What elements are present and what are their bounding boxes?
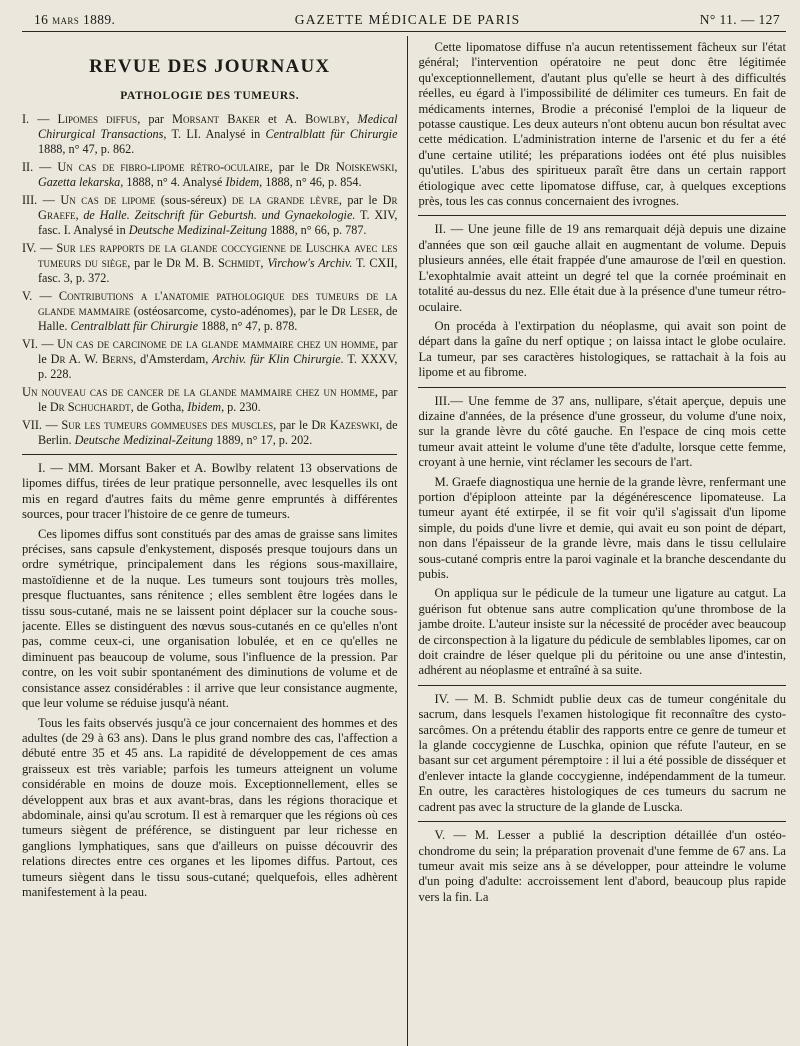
toc-author: r Noiskewski, bbox=[323, 160, 398, 174]
toc-source: Deutsche Medizinal-Zeitung bbox=[128, 223, 268, 237]
toc-reference: 1888, n° 47, p. 862. bbox=[38, 142, 135, 156]
toc-number: I. — bbox=[22, 112, 58, 126]
toc-journal: de Halle. Zeitschrift für Geburtsh. und Gynaekologie. bbox=[78, 208, 356, 222]
toc-reference: T. CXII, fasc. 3, p. 372. bbox=[38, 256, 398, 285]
article-body-4 bbox=[418, 692, 786, 815]
toc-text: par bbox=[140, 112, 173, 126]
running-head bbox=[22, 12, 786, 32]
toc-author: r Graefe, bbox=[38, 193, 398, 222]
toc-journal: Virchow's Archiv. bbox=[267, 256, 353, 270]
toc-title: Sur les rapports de la glande coccygienne de Luschka avec les tumeurs du siège, bbox=[38, 241, 398, 270]
toc-journal: Ibidem, bbox=[187, 400, 225, 414]
toc-journal: Centralblatt für Chirurgie bbox=[70, 319, 199, 333]
toc-journal: Gazetta lekarska, bbox=[38, 175, 124, 189]
toc-text: par le D bbox=[272, 160, 324, 174]
toc-text: (ostéosarcome, cysto-adénomes), par le D bbox=[130, 304, 341, 318]
toc-entry bbox=[22, 418, 397, 448]
toc-text: de Berlin. bbox=[38, 418, 398, 447]
divider bbox=[418, 685, 786, 686]
toc-journal: Deutsche Medizinal-Zeitung bbox=[74, 433, 213, 447]
toc-text: et bbox=[259, 112, 285, 126]
toc-text: d'Amsterdam, bbox=[136, 352, 213, 366]
toc-entry bbox=[22, 160, 397, 190]
toc-author: Morsant Baker bbox=[172, 112, 260, 126]
toc-source: Centralblatt für Chirurgie bbox=[265, 127, 398, 141]
toc-reference: 1888, n° 4. Analysé bbox=[123, 175, 226, 189]
toc-author: r M. B. Schmidt, bbox=[174, 256, 264, 270]
article-body-5 bbox=[418, 828, 786, 905]
toc-journal: Archiv. für Klin Chirurgie. bbox=[212, 352, 344, 366]
toc-reference: 1888, n° 66, p. 787. bbox=[267, 223, 367, 237]
paragraph: Ces lipomes diffus sont constitués par des amas de graisse sans limites précises, sans capsule d'enkystement, disposés presque toujours dans un ordre symétrique, principalement dans les régions sous-maxillaire, mastoïdienne et de la nuque. Les tumeurs sont toujours très molles, presque fluctuantes, sans rénitence ; elles semblent être logées dans le tissu sous-cutané, mais ne se laissent point déplacer sur la couche sous-jacente. Elles se distinguent des nœvus sous-cutanés en ce qu'elles n'ont pas, comme ceux-ci, une organisation lobulée, et en ce qu'elles ne diminuent pas beaucoup de volume, sous l'influence de la pression. Par contre, on les voit subir spontanément des diminutions de volume et de consistance assez considérables : il arrive que leur consistance augmente, que leur volume se réduise jusqu'à néant. bbox=[22, 526, 398, 711]
paragraph: V. — M. Lesser a publié la description détaillée d'un ostéo-chondrome du sein; la préparation provenait d'une femme de 67 ans. La tumeur avait mis seize ans à se développer, pour atteindre le volume d'un poing d'adulte: accroissement lent d'abord, beaucoup plus rapide vers la fin. La bbox=[418, 828, 787, 904]
toc-reference: T. XIV, fasc. I. Analysé in bbox=[38, 208, 398, 237]
toc-text: de Halle. bbox=[38, 304, 398, 333]
paragraph: M. Graefe diagnostiqua une hernie de la grande lèvre, renfermant une portion d'épiploon atteinte par la dégénérescence lipomateuse. La tumeur ayant été extirpée, il se fit voir qu'il s'agissait d'un lipome simple, du poids d'une livre et demie, qui avait eu son point de départ, non dans l'épaisseur de la grande lèvre, mais dans le tissu cellulaire sous-cutané compris entre la paroi vaginale et la branche descendante du pubis. bbox=[418, 474, 787, 581]
toc-entry bbox=[22, 337, 397, 382]
subsection-title: PATHOLOGIE DES TUMEURS. bbox=[120, 90, 300, 102]
toc-title: Sur les tumeurs gommeuses des muscles, bbox=[61, 418, 277, 432]
toc-title: Un cas de lipome bbox=[60, 193, 156, 207]
toc-entry bbox=[22, 289, 397, 334]
toc-entry bbox=[22, 241, 397, 286]
toc-title: Un cas de carcinome de la glande mammaire chez un homme, bbox=[57, 337, 379, 351]
article-body-1-continued bbox=[418, 40, 786, 209]
toc-author: A. Bowlby, bbox=[284, 112, 350, 126]
toc-author: r A. W. Berns, bbox=[59, 352, 137, 366]
toc-reference: 1888, n° 47, p. 878. bbox=[198, 319, 298, 333]
toc-journal: Medical Chirurgical Transactions, bbox=[38, 112, 398, 141]
divider bbox=[22, 454, 397, 455]
paragraph: Cette lipomatose diffuse n'a aucun retentissement fâcheux sur l'état général; l'intervention opératoire ne peut donc être légitimée qu'exceptionnellement, d'autant plus qu'elle se heurt à des difficultés réelles, eu égard à l'impossibilité de délimiter ces tumeurs. En fait de médicaments internes, Brodie a préconisé l'emploi de la liqueur de potasse caustique. Les deux auteurs n'ont obtenu aucun bon résultat avec cette médication. L'administration interne de l'arsenic et du fer a été d'une certaine utilité; les préparations iodées ont été plus nuisibles qu'utiles. L'abus des spiritueux paraît être dans un certain rapport étiologique avec cette lipomatose diffuse, car, à quelques exceptions près, tous les cas connus concernaient des ivrognes. bbox=[418, 40, 787, 209]
toc-text: par le D bbox=[130, 256, 175, 270]
toc-entry bbox=[22, 112, 397, 157]
toc-entry bbox=[22, 193, 397, 238]
article-body-2 bbox=[418, 222, 786, 380]
article-list bbox=[22, 112, 397, 448]
toc-author: r Leser, bbox=[340, 304, 383, 318]
toc-title: Contributions a l'anatomie pathologique des tumeurs de la glande mammaire bbox=[38, 289, 398, 318]
toc-number: VII. — bbox=[22, 418, 62, 432]
section-title: REVUE DES JOURNAUX bbox=[89, 56, 331, 77]
toc-title: Un nouveau cas de cancer de la glande mammaire chez un homme, bbox=[22, 385, 379, 399]
issue-number: N° 11. — 127 bbox=[699, 12, 780, 27]
toc-text: (sous-séreux) bbox=[155, 193, 232, 207]
toc-number: IV. — bbox=[22, 241, 57, 255]
toc-author: r Kazeswki, bbox=[320, 418, 383, 432]
toc-text: par le D bbox=[276, 418, 321, 432]
paragraph: III.— Une femme de 37 ans, nullipare, s'était aperçue, depuis une dizaine d'années, de la présence d'une grosseur, du volume d'une noix, sur la grande lèvre du côté gauche. En l'espace de cinq mois cette tumeur avait atteint le volume d'une tête d'adulte, lorsque cette femme, croyant à une hernie, vint réclamer les secours de l'art. bbox=[418, 393, 787, 470]
toc-title: Un cas de fibro-lipome rétro-oculaire, bbox=[57, 160, 273, 174]
toc-number: III. — bbox=[22, 193, 61, 207]
paragraph: IV. — M. B. Schmidt publie deux cas de tumeur congénitale du sacrum, dans lesquels l'examen histologique fit reconnaître des cysto-sarcômes. On a prétendu établir des rapports entre ce genre de tumeur et la glande coccygienne de Luschka, opinion que réfute l'auteur, en se basant sur cet argument péremptoire : il lui a été possible de disséquer et d'enlever intacte la glande coccygienne, indépendamment de la tumeur. En outre, les caractères histologiques de ces tumeurs du sacrum ne cadrent pas avec la structure de la glande de Luscka. bbox=[418, 691, 787, 814]
toc-reference: 1889, n° 17, p. 202. bbox=[213, 433, 313, 447]
paragraph: Tous les faits observés jusqu'à ce jour concernaient des hommes et des adultes (de 29 à 63 ans). Dans le plus grand nombre des cas, l'affection a débuté entre 35 et 45 ans. La rapidité de développement de ces amas graisseux est très variable; parfois les tumeurs atteignent un volume considérable en moins de douze mois. Exceptionnellement, elles se développent aux bras et aux avant-bras, dans les régions thoracique et abdominale, ainsi qu'au scrotum. Il est à remarquer que les régions où ces tumeurs siègent de préférence, se distinguent par leur richesse en ganglions lymphatiques, sans que d'ailleurs on puisse découvrir des relations directes entre ces organes et les lipomes diffus. Partout, ces tumeurs siègent dans le tissu sous-cutané; quelquefois, elles adhèrent manifestement à la peau. bbox=[22, 715, 398, 899]
toc-reference: p. 230. bbox=[224, 400, 261, 414]
toc-text: par le D bbox=[38, 385, 398, 414]
article-body-3 bbox=[418, 394, 786, 679]
toc-author: r Schuchardt, bbox=[58, 400, 134, 414]
toc-text: par le D bbox=[38, 337, 398, 366]
toc-reference: T. LI. Analysé in bbox=[166, 127, 266, 141]
paragraph: II. — Une jeune fille de 19 ans remarquait déjà depuis une dizaine d'années que son œil gauche allait en augmentant de volume. Depuis plusieurs années, elle était frappée d'une amaurose de l'œil en question. L'exophtalmie avait atteint un degré tel que la cornée proéminait en totalité au-dessus du nez. Elle était due à la présence d'une tumeur rétro-oculaire. bbox=[418, 222, 787, 314]
article-body-1 bbox=[22, 461, 397, 900]
paragraph: I. — MM. Morsant Baker et A. Bowlby relatent 13 observations de lipomes diffus, tirées de leur pratique personnelle, avec lesquelles ils ont mis en regard d'autres faits du même genre empruntés à différentes sources, pour tracer l'histoire de ce genre de tumeurs. bbox=[22, 461, 398, 522]
two-column-layout bbox=[22, 36, 786, 1046]
toc-text: par le D bbox=[341, 193, 392, 207]
toc-entry bbox=[22, 385, 397, 415]
divider bbox=[418, 387, 786, 388]
toc-number: II. — bbox=[22, 160, 58, 174]
left-column bbox=[22, 36, 407, 1046]
paragraph: On appliqua sur le pédicule de la tumeur une ligature au catgut. La guérison fut obtenue sans autre complication qu'une thrombose de la jambe droite. L'auteur insiste sur la nécessité de procéder avec beaucoup de circonspection à la ligature du pédicule de semblables lipomes, car on doit craindre de léser quelque pli du péritoine ou une anse d'intestin, adhérent au néoplasme et entraîné à sa suite. bbox=[418, 586, 787, 678]
right-column bbox=[408, 36, 786, 1046]
toc-number: V. — bbox=[22, 289, 59, 303]
toc-title: Lipomes diffus, bbox=[57, 112, 141, 126]
toc-author: de la grande lèvre, bbox=[231, 193, 342, 207]
toc-source: Ibidem, bbox=[225, 175, 263, 189]
toc-number: VI. — bbox=[22, 337, 58, 351]
journal-title: GAZETTE MÉDICALE DE PARIS bbox=[294, 12, 521, 27]
toc-text: de Gotha, bbox=[133, 400, 188, 414]
divider bbox=[418, 821, 786, 822]
issue-date: 16 mars 1889. bbox=[34, 12, 116, 27]
toc-reference: T. XXXV, p. 228. bbox=[38, 352, 398, 381]
toc-reference: 1888, n° 46, p. 854. bbox=[262, 175, 362, 189]
paragraph: On procéda à l'extirpation du néoplasme, qui avait son point de départ dans la gaîne du nerf optique ; on laissa intact le globe oculaire. La tumeur, par ses caractères histologiques, se rattachait à la fois au lipome et au fibrome. bbox=[418, 318, 787, 380]
divider bbox=[418, 215, 786, 216]
